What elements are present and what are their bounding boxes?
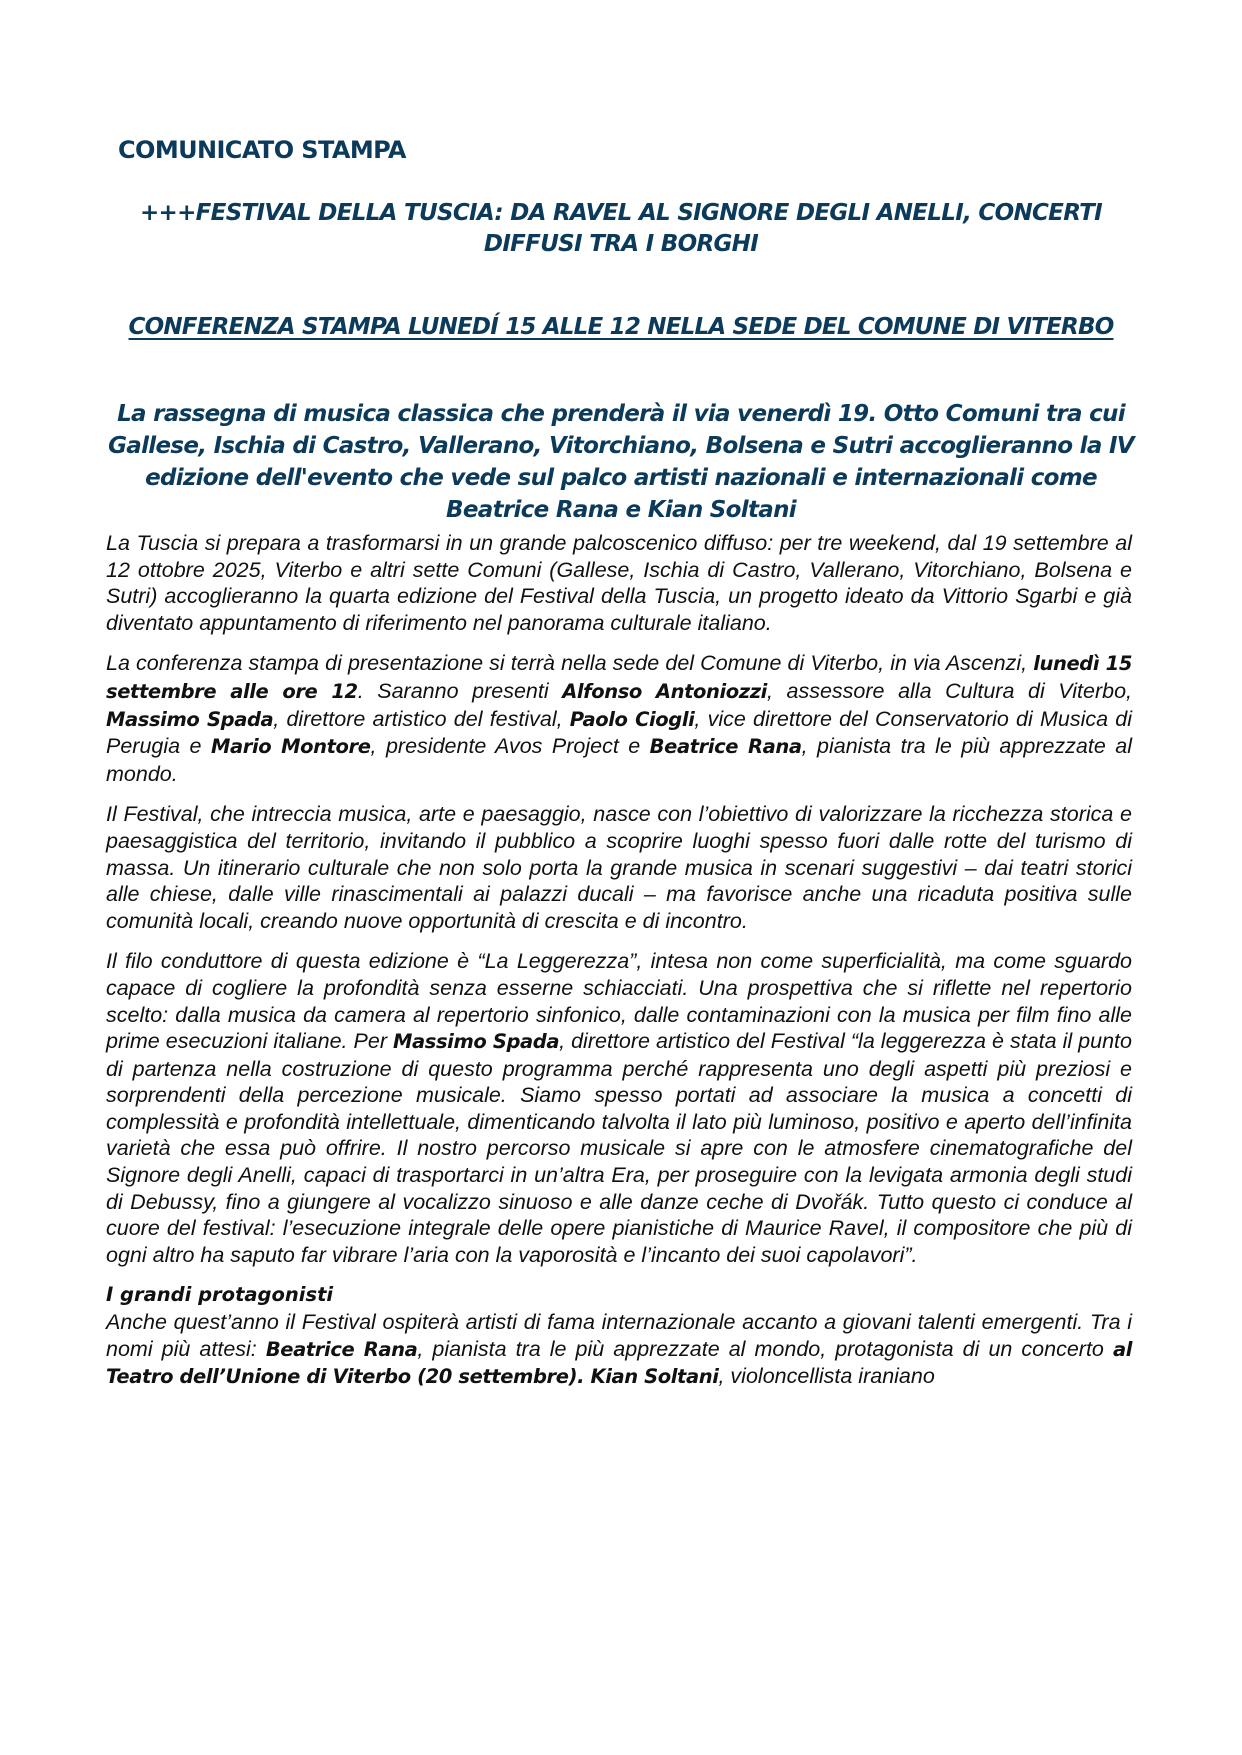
bold-text: al Teatro dell’Unione di Viterbo (20 settembre). Kian Soltani	[106, 1337, 1132, 1389]
body-paragraph	[106, 801, 1132, 934]
body-paragraph	[106, 1309, 1132, 1391]
text-run: , pianista tra le più apprezzate al mondo.	[106, 734, 1132, 786]
bold-text: Paolo Ciogli	[569, 707, 695, 731]
text-run: , vice direttore del Conservatorio di Musica di Perugia e	[106, 706, 1133, 759]
body-paragraph	[106, 530, 1132, 636]
text-run: , direttore artistico del festival,	[273, 706, 570, 731]
text-run: Anche quest’anno il Festival ospiterà artisti di fama internazionale accanto a giovani talenti emergenti. Tra i nomi più attesi:	[106, 1310, 1132, 1361]
text-run: Il filo conduttore di questa edizione è “La Leggerezza”, intesa non come superficialità, ma come sguardo capace di cogliere la profondità senza esserne schiacciati. Una prospettiva che si riflette nel repertorio scelto: dalla musica da camera al repertorio sinfonico, dalle contaminazioni con la musica per film fino alle prime esecuzioni italiane. Per	[106, 949, 1132, 1054]
text-run: . Saranno presenti	[357, 678, 563, 703]
text-run: , assessore alla Cultura di Viterbo,	[766, 678, 1133, 703]
body-paragraph	[106, 948, 1132, 1268]
bold-text: Mario Montore	[210, 735, 371, 759]
conference-announcement: CONFERENZA STAMPA LUNEDÍ 15 ALLE 12 NELLA SEDE DEL COMUNE DI VITERBO	[128, 314, 1114, 340]
bold-text: Massimo Spada	[393, 1030, 560, 1054]
section-heading: I grandi protagonisti	[106, 1283, 334, 1307]
bold-text: Beatrice Rana	[649, 735, 802, 759]
bold-text: Beatrice Rana	[265, 1337, 418, 1361]
bold-text: lunedì 15 settembre alle ore 12	[106, 652, 1132, 703]
text-run: La Tuscia si prepara a trasformarsi in un grande palcoscenico diffuso: per tre weekend, dal 19 settembre al 12 ottobre 2025, Viterbo e altri sette Comuni (Gallese, Ischia di Castro, Vallerano, Vitorchiano, Bolsena e Sutri) accoglieranno la quarta edizione del Festival della Tuscia, un progetto ideato da Vittorio Sgarbi e già diventato appuntamento di riferimento nel panorama culturale italiano.	[106, 531, 1132, 635]
text-run: , violoncellista iraniano	[718, 1364, 935, 1389]
document-label: COMUNICATO STAMPA	[118, 136, 406, 164]
bold-text: Alfonso Antoniozzi	[562, 679, 767, 703]
press-release-title: +++FESTIVAL DELLA TUSCIA: DA RAVEL AL SIGNORE DEGLI ANELLI, CONCERTI DIFFUSI TRA I BORGHI	[139, 200, 1103, 257]
text-run: , presidente Avos Project e	[370, 734, 650, 759]
text-run: Il Festival, che intreccia musica, arte e paesaggio, nasce con l’obiettivo di valorizzare la ricchezza storica e paesaggistica del territorio, invitando il pubblico a scoprire luoghi spesso fuori dalle rotte del turismo di massa. Un itinerario culturale che non solo porta la grande musica in scenari suggestivi – dai teatri storici alle chiese, dalle ville rinascimentali ai palazzi ducali – ma favorisce anche una ricaduta positiva sulle comunità locali, creando nuove opportunità di crescita e di incontro.	[106, 802, 1132, 933]
bold-text: Massimo Spada	[106, 707, 274, 731]
article-body	[106, 530, 1132, 1405]
text-run: , pianista tra le più apprezzate al mondo, protagonista di un concerto	[417, 1336, 1113, 1361]
text-run: , direttore artistico del Festival “la leggerezza è stata il punto di partenza nella costruzione di questo programma perché rappresenta uno degli aspetti più preziosi e sorprendenti della percezione musicale. Siamo spesso portati ad associare la musica a concetti di complessità e profondità intellettuale, dimenticando talvolta il lato più luminoso, positivo e aperto dell’infinita varietà che essa può offrire. Il nostro percorso musicale si apre con le atmosfere cinematografiche del Signore degli Anelli, capaci di trasportarci in un’altra Era, per proseguire con la levigata armonia degli studi di Debussy, fino a giungere al vocalizzo sinuoso e alle danze ceche di Dvořák. Tutto questo ci conduce al cuore del festival: l’esecuzione integrale delle opere pianistiche di Maurice Ravel, il compositore che più di ogni altro ha saputo far vibrare l’aria con la vaporosità e l’incanto dei suoi capolavori”.	[106, 1029, 1132, 1267]
text-run: La conferenza stampa di presentazione si terrà nella sede del Comune di Viterbo, in via Ascenzi,	[106, 651, 1034, 676]
subtitle: La rassegna di musica classica che prenderà il via venerdì 19. Otto Comuni tra cui Gallese, Ischia di Castro, Vallerano, Vitorchiano, Bolsena e Sutri accoglieranno la IV edizione dell'evento che vede sul palco artisti nazionali e internazionali come Beatrice Rana e Kian Soltani	[108, 401, 1134, 523]
body-paragraph	[106, 650, 1132, 787]
